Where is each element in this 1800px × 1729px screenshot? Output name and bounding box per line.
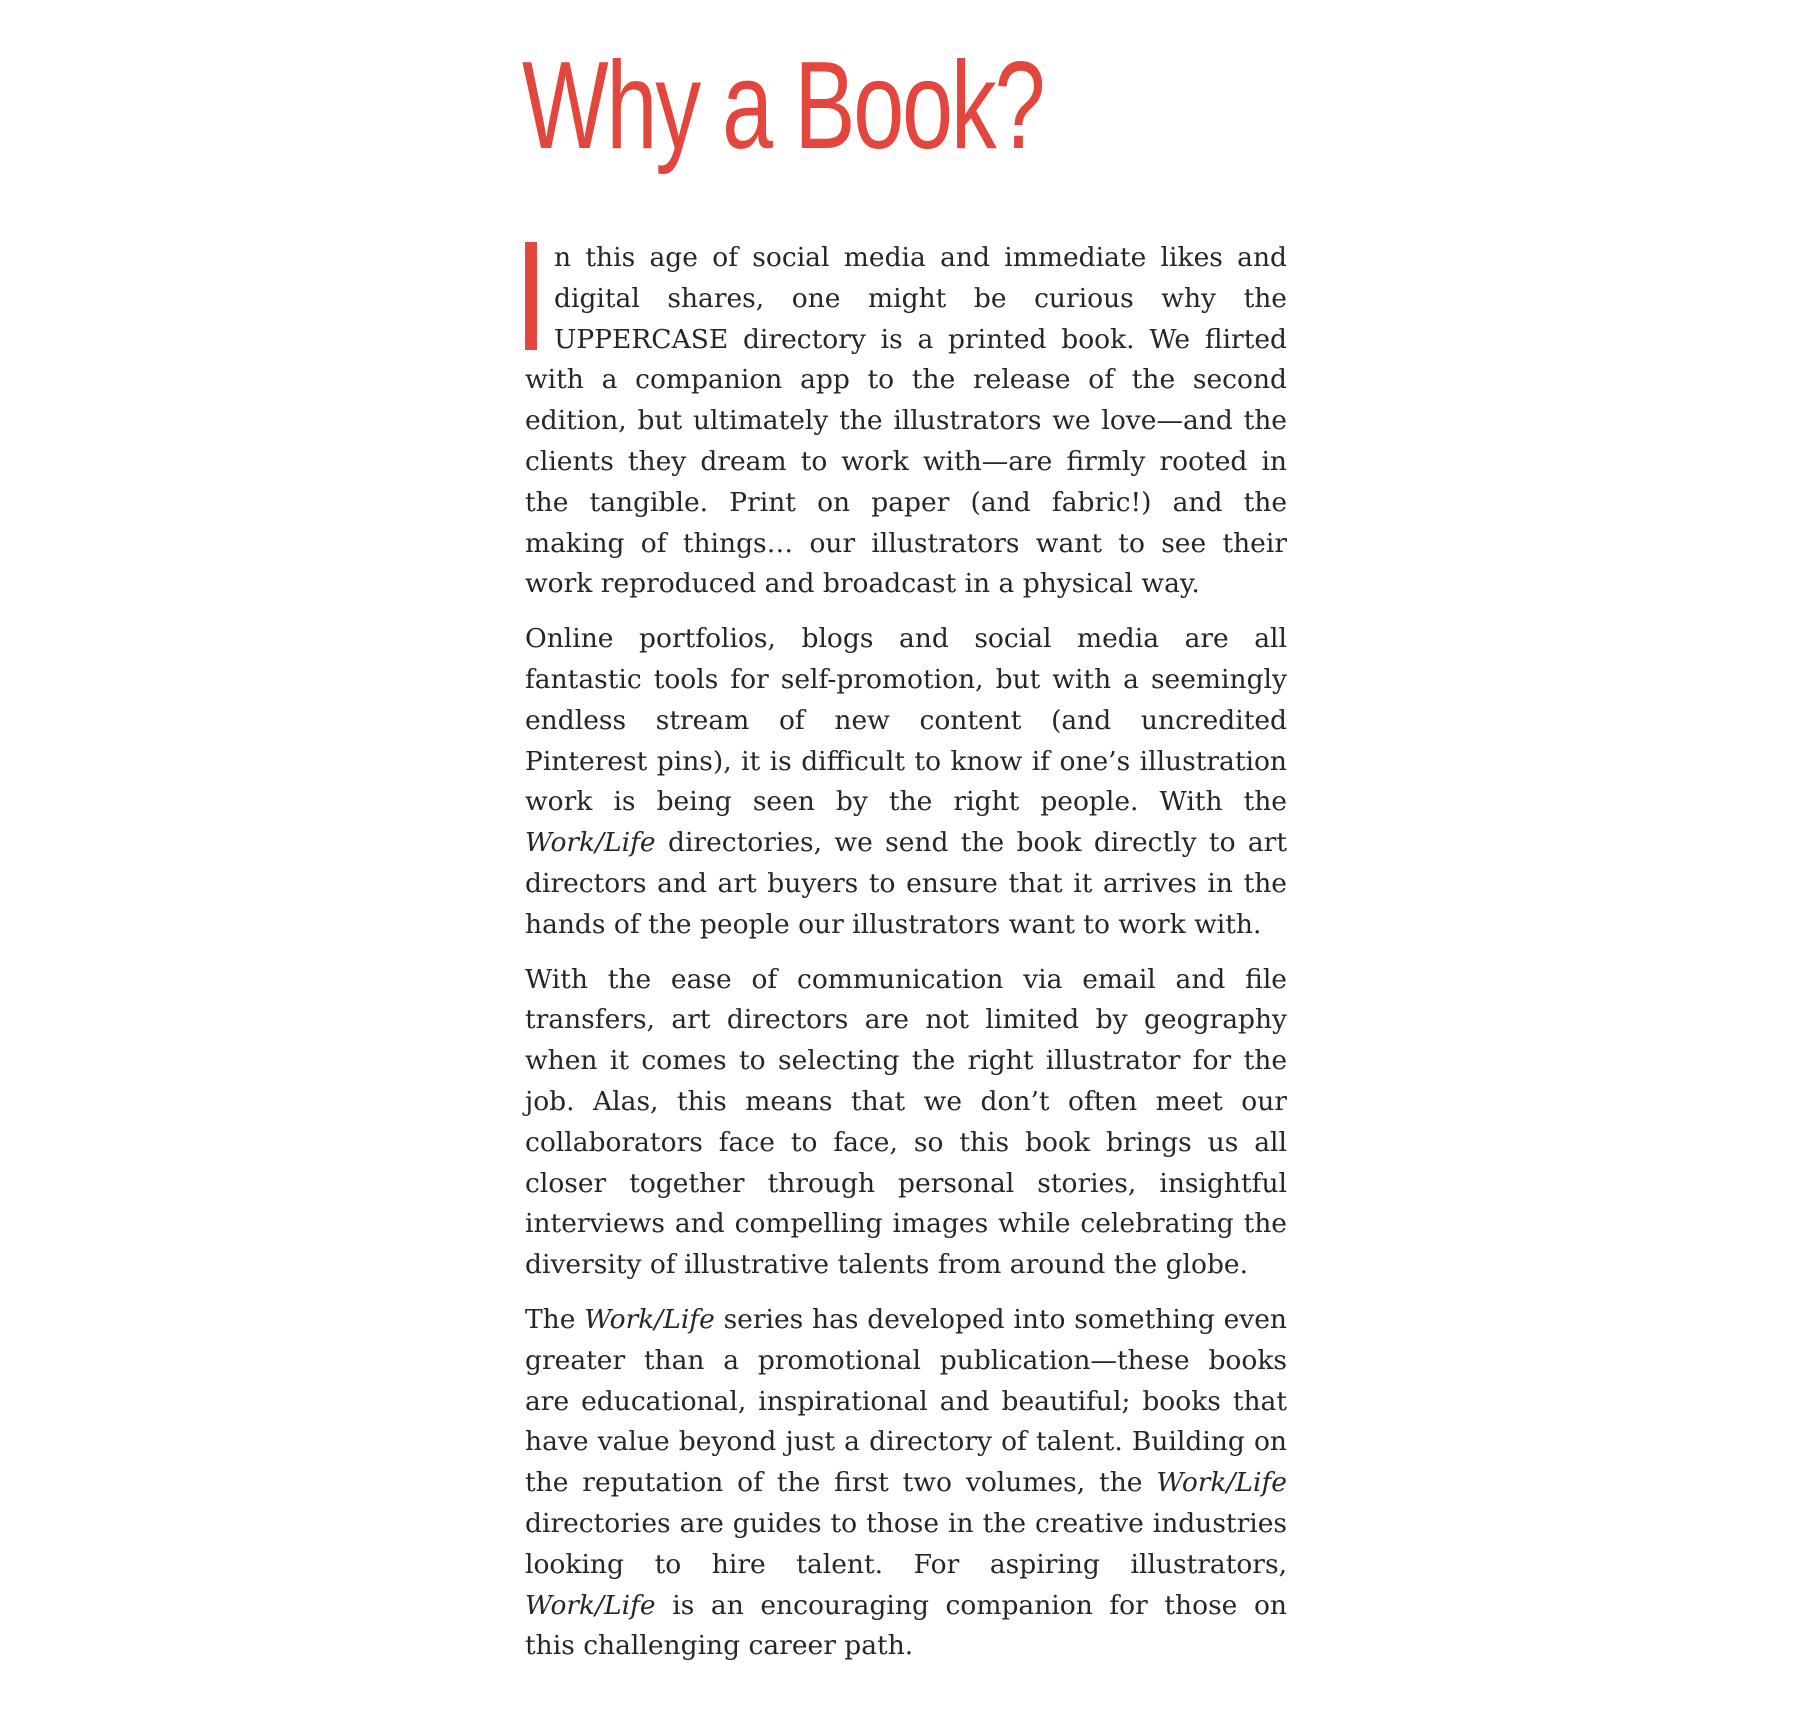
paragraph-4-text-c: directories are guides to those in the creative industries looking to hire talent. For aspiring illustrators, [525,1507,1287,1580]
paragraph-4-text-b: series has developed into something even greater than a promotional publication—these books are educational, inspirational and beautiful; books that have value beyond just a directory of talent. Building on the reputation of the first two volumes, the [525,1303,1287,1499]
paragraph-3-text: With the ease of communication via email and file transfers, art directors are not limited by geography when it comes to selecting the right illustrator for the job. Alas, this means that we don’t often meet our collaborators face to face, so this book brings us all closer together through personal stories, insightful interviews and compelling images while celebrating the diversity of illustrative talents from around the globe. [525,963,1287,1281]
page-title: Why a Book? [522,37,1044,175]
paragraph-2-text-a: Online portfolios, blogs and social media are all fantastic tools for self-promotion, but with a seemingly endless stream of new content (and uncredited Pinterest pins), it is difficult to know if one’s illustration work is being seen by the right people. With the [525,623,1287,818]
paragraph-4 [525,1300,1287,1667]
paragraph-4-title-ref-2: Work/Life [1156,1467,1287,1499]
article-body [525,238,1287,1681]
paragraph-1-text: n this age of social media and immediate likes and digital shares, one might be curious why the UPPERCASE directory is a printed book. We flirted with a companion app to the release of the second edition, but ultimately the illustrators we love—and the clients they dream to work with—are firmly rooted in the tangible. Print on paper (and fabric!) and the making of things… our illustrators want to see their work reproduced and broadcast in a physical way. [525,242,1287,600]
paragraph-4-text-d: is an encouraging companion for those on this challenging career path. [525,1589,1287,1662]
paragraph-4-text-a: The [525,1303,585,1335]
paragraph-1 [525,238,1287,605]
paragraph-2 [525,619,1287,945]
paragraph-2-title-ref: Work/Life [525,827,656,859]
paragraph-2-text-b: directories, we send the book directly to art directors and art buyers to ensure that it arrives in the hands of the people our illustrators want to work with. [525,827,1287,940]
paragraph-4-title-ref-3: Work/Life [525,1589,656,1621]
paragraph-3 [525,960,1287,1286]
paragraph-4-title-ref-1: Work/Life [584,1303,715,1335]
drop-cap-letter [554,238,555,239]
drop-cap-bar [525,242,537,350]
